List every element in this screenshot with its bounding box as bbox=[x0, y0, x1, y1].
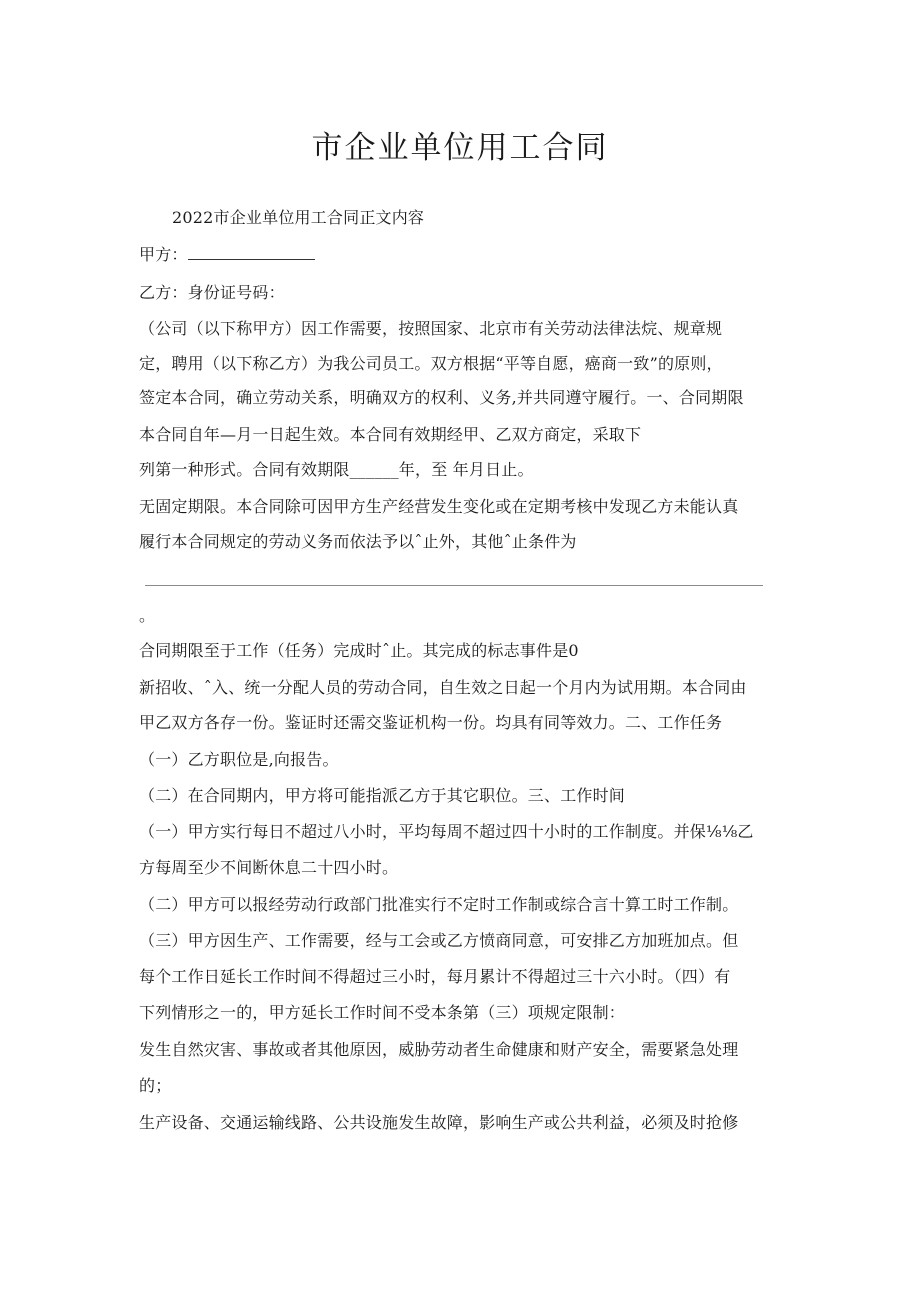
text-line: 列第一种形式。合同有效期限______年，至 年月日止。 bbox=[139, 460, 534, 479]
text-line: （一）甲方实行每日不超过八小时，平均每周不超过四十小时的工作制度。并保⅛⅛乙 bbox=[139, 822, 754, 841]
text-line: 生产设备、交通运输线路、公共设施发生故障，影响生产或公共利益，必须及时抢修 bbox=[139, 1113, 739, 1132]
text-line: 的； bbox=[139, 1076, 172, 1095]
text-line: 签定本合同，确立劳动关系，明确双方的权利、义务,并共同遵守履行。一、合同期限 bbox=[139, 388, 744, 407]
text-line: （二）在合同期内，甲方将可能指派乙方于其它职位。三、工作时间 bbox=[139, 786, 626, 805]
document-title: 市企业单位用工合同 bbox=[311, 130, 609, 166]
text-line: 无固定期限。本合同除可因甲方生产经营发生变化或在定期考核中发现乙方未能认真 bbox=[139, 497, 739, 516]
fill-in-rule bbox=[145, 585, 763, 586]
text-line: 2022市企业单位用工合同正文内容 bbox=[172, 208, 425, 227]
text-line: （一）乙方职位是,向报告。 bbox=[139, 750, 339, 769]
text-line: 本合同自年—月一日起生效。本合同有效期经甲、乙双方商定，采取下 bbox=[139, 425, 642, 444]
party-a-blank bbox=[188, 245, 315, 260]
text-line: 。 bbox=[139, 606, 156, 625]
party-a-line bbox=[139, 243, 315, 267]
text-line: 每个工作日延长工作时间不得超过三小时，每月累计不得超过三十六小时。（四）有 bbox=[139, 967, 731, 986]
text-line: 履行本合同规定的劳动义务而依法予以ˆ止外，其他ˆ止条件为 bbox=[139, 532, 577, 551]
text-line: （公司（以下称甲方）因工作需要，按照国家、北京市有关劳动法律法烷、规章规 bbox=[139, 319, 723, 338]
text-line: （二）甲方可以报经劳动行政部门批准实行不定时工作制或综合言十算工时工作制。 bbox=[139, 895, 739, 914]
text-line: 定，聘用（以下称乙方）为我公司员工。双方根据“平等自愿，癌商一致”的原则， bbox=[139, 354, 723, 373]
text-line: 合同期限至于工作（任务）完成时ˆ止。其完成的标志事件是0 bbox=[139, 641, 579, 660]
text-line: （三）甲方因生产、工作需要，经与工会或乙方愤商同意，可安排乙方加班加点。但 bbox=[139, 931, 739, 950]
text-line: 新招收、ˆ入、统一分配人员的劳动合同，自生效之日起一个月内为试用期。本合同由 bbox=[139, 678, 747, 697]
text-line: 方每周至少不间断休息二十四小时。 bbox=[139, 858, 399, 877]
text-line: 发生自然灾害、事故或者其他原因，威胁劳动者生命健康和财产安全，需要紧急处理 bbox=[139, 1040, 739, 1059]
text-line: 乙方：身份证号码： bbox=[139, 283, 285, 302]
text-line: 下列情形之一的，甲方延长工作时间不受本条第（三）项规定限制： bbox=[139, 1003, 626, 1022]
text-line: 甲乙双方各存一份。鉴证时还需交鉴证机构一份。均具有同等效力。二、工作任务 bbox=[139, 713, 723, 732]
party-a-label: 甲方： bbox=[139, 245, 188, 264]
